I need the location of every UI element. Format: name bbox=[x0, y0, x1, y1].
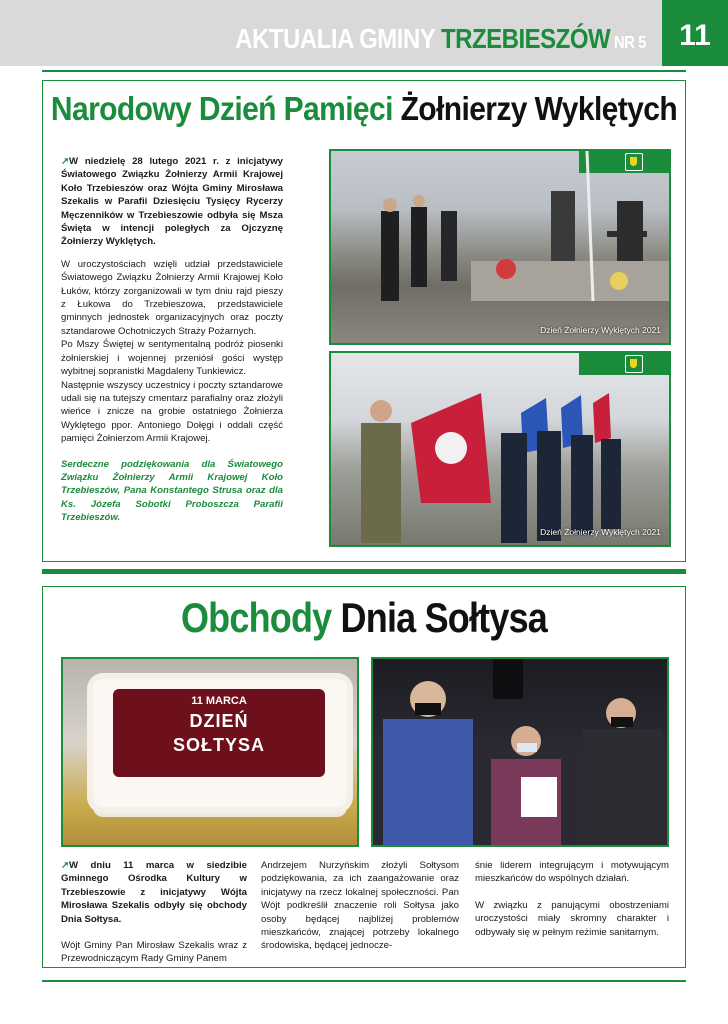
article1-lead bbox=[61, 155, 283, 249]
article2-title bbox=[43, 594, 685, 642]
photo-caption: Dzień Żołnierzy Wyklętych 2021 bbox=[540, 325, 661, 335]
title-part-green: TRZEBIESZÓW bbox=[441, 23, 611, 55]
article1-paragraph: Po Mszy Świętej w sentymentalną podróż piosenki żołnierskiej i wojennej przeniósł gości występ wybitnej sopranistki Magdaleny Tunkiewicz. bbox=[61, 339, 283, 378]
photo-ceremony-grave bbox=[329, 149, 671, 345]
article1-lead-text: W niedzielę 28 lutego 2021 r. z inicjatywy Światowego Związku Żołnierzy Armii Krajowej Koło Trzebieszów oraz Wójta Gminy Mirosława Szekalis w Parafii Dziesięciu Tysięcy Rycerzy Męczenników w Trzebieszowie odbyła się Msza Święta w intencji poległych za Ojczyznę Żołnierzy Wyklętych. bbox=[61, 156, 283, 248]
magazine-title bbox=[235, 24, 646, 56]
article1-title-black: Żołnierzy Wyklętych bbox=[392, 91, 678, 128]
award-ceremony-illustration bbox=[373, 659, 669, 847]
article1-text-column bbox=[61, 155, 283, 525]
article2-column-1 bbox=[61, 859, 247, 966]
article-soltys bbox=[42, 586, 686, 968]
section-separator bbox=[42, 569, 686, 574]
article2-column-2 bbox=[261, 859, 459, 953]
arrow-icon: ↗ bbox=[61, 860, 70, 871]
footer-rule bbox=[42, 980, 686, 982]
article2-paragraph: W związku z panującymi obostrzeniami uroczystości miały skromny charakter i odbywały się w pełnym reżimie sanitarnym. bbox=[475, 899, 669, 938]
cake-date: 11 MARCA bbox=[191, 695, 247, 707]
cake-word2: SOŁTYSA bbox=[172, 735, 265, 755]
title-part-white: AKTUALIA GMINY bbox=[235, 23, 441, 55]
page-number: 11 bbox=[662, 0, 728, 66]
article2-paragraph: Wójt Gminy Pan Mirosław Szekalis wraz z Przewodniczącym Rady Gminy Panem bbox=[61, 940, 247, 965]
article1-paragraph: W uroczystościach wzięli udział przedstawiciele Światowego Związku Żołnierzy Armii Krajowej Koło Łuków, którzy zorganizowali w tym dniu rajd pieszy z Łukowa do Trzebieszowa, przedstawiciele gminnych jednostek organizacyjnych oraz poczty sztandarowe Ochotniczych Straży Pożarnych. bbox=[61, 258, 283, 337]
photo-banners-procession bbox=[329, 351, 671, 547]
article2-lead-text: W dniu 11 marca w siedzibie Gminnego Ośrodka Kultury w Trzebieszowie z inicjatywy Wójta Mirosława Szekalis odbyły się obchody Dnia Sołtysa. bbox=[61, 860, 247, 925]
procession-illustration bbox=[331, 353, 671, 547]
arrow-icon: ↗ bbox=[61, 156, 70, 167]
photo-award-ceremony bbox=[371, 657, 669, 847]
photo-caption: Dzień Żołnierzy Wyklętych 2021 bbox=[540, 527, 661, 537]
page-header bbox=[0, 0, 728, 66]
grave-scene-illustration bbox=[331, 151, 671, 345]
article-wyklęci bbox=[42, 80, 686, 562]
article1-title-green: Narodowy Dzień Pamięci bbox=[50, 91, 393, 128]
header-rule bbox=[42, 70, 686, 72]
article2-paragraph: śnie liderem integrującym i motywującym mieszkańców do wspólnych działań. bbox=[475, 860, 669, 885]
article2-paragraph: Andrzejem Nurzyńskim złożyli Sołtysom podziękowania, za ich zaangażowanie oraz inicjatywy na rzecz lokalnej społeczności. Pan Wójt podkreślił znaczenie roli Sołtysa jako osoby będącej najbliżej problemów mieszkańców, znającej potrzeby lokalnego środowiska, będącej jednocze- bbox=[261, 860, 459, 952]
article2-title-black: Dnia Sołtysa bbox=[331, 593, 548, 641]
photo-cake bbox=[61, 657, 359, 847]
article2-lead bbox=[61, 859, 247, 926]
article2-column-3 bbox=[475, 859, 669, 939]
article2-title-green: Obchody bbox=[180, 593, 332, 641]
article1-title bbox=[43, 91, 685, 128]
article1-thanks: Serdeczne podziękowania dla Światowego Związku Żołnierzy Armii Krajowej Koło Trzebieszów, Pana Konstantego Strusa oraz dla Ks. Józefa Sobotki Proboszcza Parafii Trzebieszów. bbox=[61, 458, 283, 524]
issue-number: NR 5 bbox=[610, 33, 646, 53]
article1-paragraph: Następnie wszyscy uczestnicy i poczty sztandarowe udali się na tutejszy cmentarz parafialny oraz złożyli wieńce i znicze na grobie ostatniego Żołnierza Wyklętego ppor. Antoniego Dołęgi i oddali część pamięci Żołnierzom Armii Krajowej. bbox=[61, 379, 283, 445]
cake-word1: DZIEŃ bbox=[189, 711, 249, 731]
